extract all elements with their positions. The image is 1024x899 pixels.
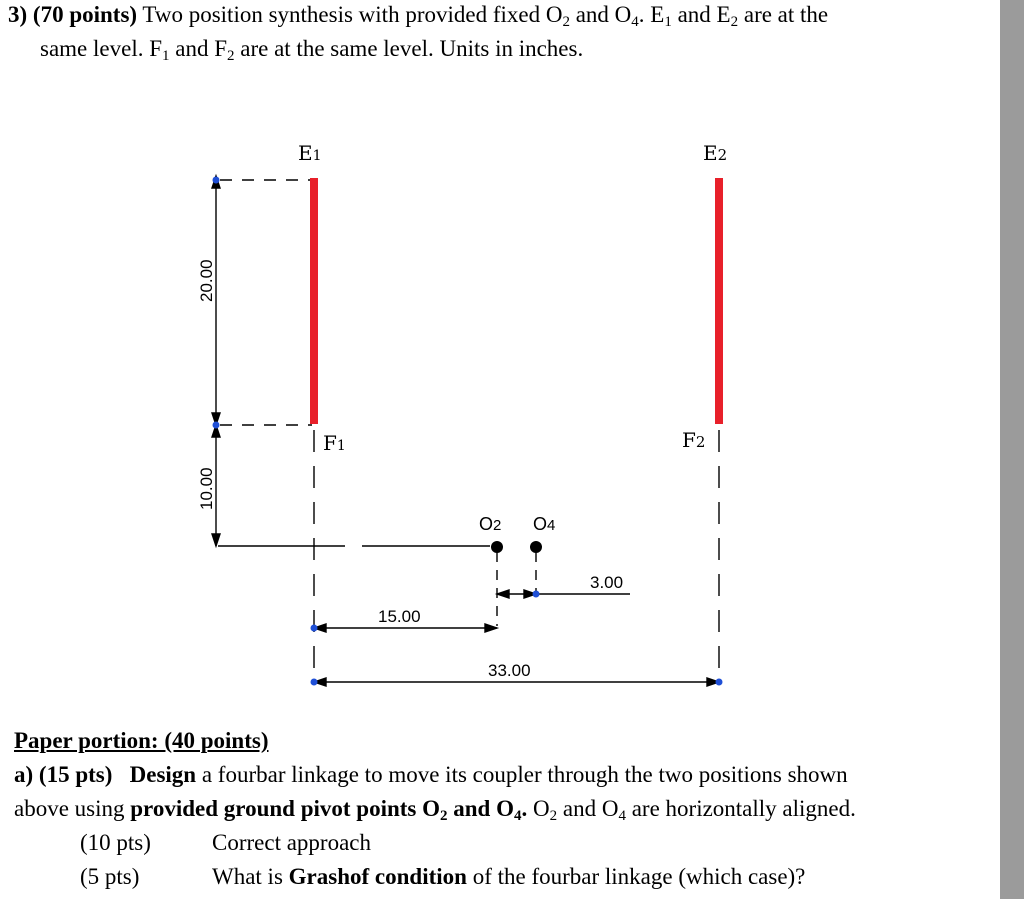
bold-text: Design <box>129 762 197 787</box>
label-o4: O4 <box>533 514 556 534</box>
subscript: 2 <box>440 808 448 824</box>
dim-text-33: 33.00 <box>488 661 531 680</box>
dimension-point <box>311 625 318 632</box>
dimension-point <box>213 177 220 184</box>
subscript: 1 <box>664 14 672 30</box>
ground-pivot-o4 <box>530 541 542 553</box>
window-scroll-gutter <box>1000 0 1024 899</box>
body-text: of the fourbar linkage (which case)? <box>466 864 806 889</box>
paper-heading: Paper portion: (40 points) <box>14 728 269 753</box>
subpart-1-points: (10 pts) <box>80 830 151 855</box>
problem-text: and O <box>569 2 632 27</box>
subpart-2-points: (5 pts) <box>80 864 140 889</box>
dim-text-20: 20.00 <box>197 259 216 302</box>
part-a-label: a) (15 pts) <box>14 762 113 787</box>
problem-text: and F <box>169 36 227 61</box>
ground-pivot-o2 <box>491 541 503 553</box>
label-o2: O2 <box>479 514 502 534</box>
label-f1: F1 <box>323 431 346 455</box>
dimension-point <box>311 679 318 686</box>
bold-text: and O <box>447 796 514 821</box>
bold-text: Grashof condition <box>288 864 467 889</box>
body-text: O <box>527 796 550 821</box>
dim-text-3: 3.00 <box>590 573 624 592</box>
problem-number: 3) <box>8 2 28 27</box>
problem-text: same level. F <box>40 36 162 61</box>
subscript: 4 <box>618 808 626 824</box>
problem-text: and E <box>671 2 731 27</box>
label-e2: E2 <box>703 141 728 165</box>
problem-text: Two position synthesis with provided fixed O <box>137 2 563 27</box>
part-a-line-2 <box>14 795 856 822</box>
dim-text-15: 15.00 <box>378 607 421 626</box>
subscript: 2 <box>730 14 739 30</box>
subscript: 4 <box>514 808 522 824</box>
subpart-2-text <box>212 863 805 890</box>
body-text: above using <box>14 796 131 821</box>
problem-text: are at the same level. Units in inches. <box>234 36 584 61</box>
subscript: 2 <box>227 48 235 64</box>
subscript: 4 <box>631 14 639 30</box>
label-f2: F2 <box>682 428 706 452</box>
subscript: 2 <box>549 808 558 824</box>
dim-text-10: 10.00 <box>197 467 216 510</box>
body-text: are horizontally aligned. <box>625 796 856 821</box>
subscript: 2 <box>562 14 570 30</box>
problem-text: . E <box>638 2 665 27</box>
bold-text: provided ground pivot points O <box>130 796 441 821</box>
dimension-point <box>716 679 723 686</box>
arrowhead <box>485 624 497 632</box>
body-text: What is <box>212 864 289 889</box>
subpart-1-text: Correct approach <box>212 830 372 855</box>
label-e1: E1 <box>298 141 322 165</box>
bold-text: . <box>521 796 528 821</box>
body-text: a fourbar linkage to move its coupler through the two positions shown <box>196 762 848 787</box>
problem-points: (70 points) <box>32 2 138 27</box>
arrowhead <box>497 590 509 598</box>
problem-text: are at the <box>738 2 829 27</box>
dimension-point <box>533 591 540 598</box>
subscript: 1 <box>162 48 170 64</box>
dimension-point <box>213 422 220 429</box>
arrowhead <box>212 534 220 546</box>
body-text: and O <box>557 796 619 821</box>
part-a-line-1 <box>14 761 848 788</box>
